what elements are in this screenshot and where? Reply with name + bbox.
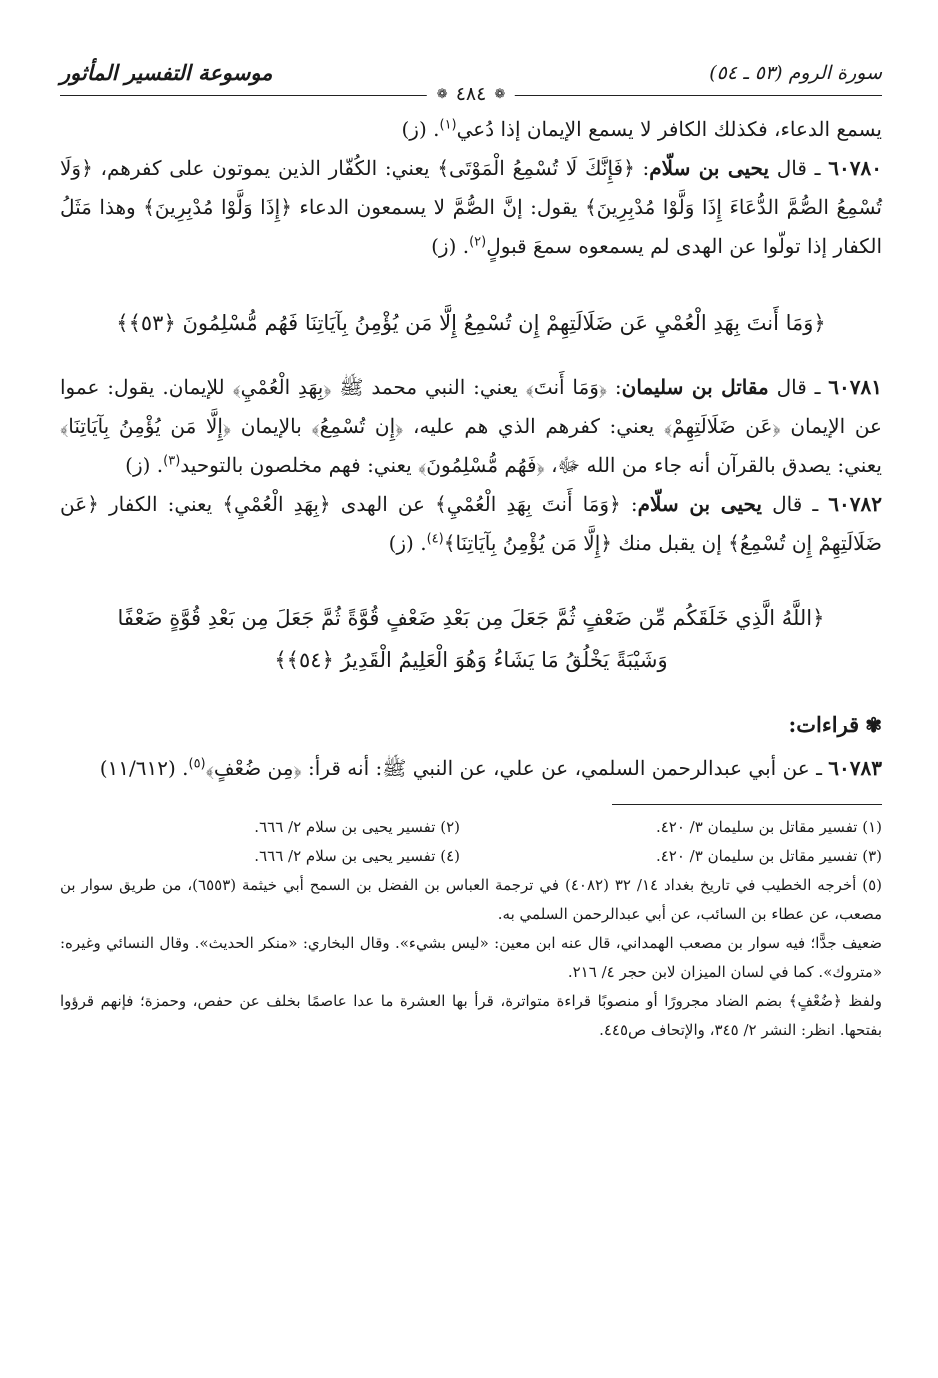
surah-running-title: سورة الروم (٥٣ ـ ٥٤) [709, 62, 882, 84]
narration-number: ٦٠٧٨٢ [828, 492, 882, 516]
source-mark: . (ز) [401, 117, 440, 141]
ornament-icon: ❁ [494, 86, 506, 102]
source-mark: . (ز) [125, 453, 164, 477]
footnote-1: (١) تفسير مقاتل بن سليمان ٣/ ٤٢٠. [655, 818, 882, 836]
paragraph-text: يسمع الدعاء، فكذلك الكافر لا يسمع الإيمان إذا دُعي [456, 117, 882, 141]
footnote-4: (٤) تفسير يحيى بن سلام ٢/ ٦٦٦. [254, 847, 460, 865]
narration-60782 [60, 485, 882, 563]
narration-number: ٦٠٧٨٣ [828, 756, 882, 780]
narration-number: ٦٠٧٨٠ [828, 156, 882, 180]
verse-line: وَشَيْبَةً يَخْلُقُ مَا يَشَاءُ وَهُوَ الْعَلِيمُ الْقَدِيرُ ﴿٥٤﴾﴾ [274, 648, 668, 672]
narrator-name: يحيى بن سلّام [649, 156, 770, 180]
page-number: ٤٨٤ [455, 83, 487, 105]
document-page [60, 58, 882, 1045]
quran-verse-54 [60, 597, 882, 681]
footnote-5-reading: ولفظ ﴿ضُعْفٍ﴾ بضم الضاد مجرورًا أو منصوبًا قراءة متواترة، قرأ بها العشرة ما عدا عاصمًا بخلف عن حفص، وحمزة؛ فإنهم قرؤوا بفتحها. انظر: النشر ٢/ ٣٤٥، والإتحاف ص٤٤٥. [60, 992, 882, 1039]
paragraph-continuation [60, 110, 882, 149]
narration-sep: ـ قال [769, 156, 829, 180]
narration-sep: ـ قال [768, 375, 829, 399]
footnote-3: (٣) تفسير مقاتل بن سليمان ٣/ ٤٢٠. [655, 847, 882, 865]
footnote-ref: (٤) [426, 531, 444, 547]
flower-ornament-icon: ✾ [865, 713, 882, 737]
page-header [60, 58, 882, 108]
narrator-name: يحيى بن سلّام [637, 492, 762, 516]
quran-verse-53: ﴿وَمَا أَنتَ بِهَدِ الْعُمْيِ عَن ضَلَالَتِهِمْ إِن تُسْمِعُ إِلَّا مَن يُؤْمِنُ بِآيَاتِنَا فَهُم مُّسْلِمُونَ ﴿٥٣﴾﴾ [116, 311, 826, 335]
narrator-name: مقاتل بن سليمان [621, 375, 769, 399]
source-mark: . (ز) [388, 531, 427, 555]
narration-text: : ﴿فَإِنَّكَ لَا تُسْمِعُ الْمَوْتَى﴾ يعني: الكُفّار الذين يموتون على كفرهم، ﴿وَلَا تُسْمِعُ الصُّمَّ الدُّعَاءَ إِذَا وَلَّوْا مُدْبِرِينَ﴾ يقول: إنَّ الصُّمَّ لا يسمعون الدعاء ﴿إِذَا وَلَّوْا مُدْبِرِينَ﴾ وهذا مَثَلُ الكفار إذا تولّوا عن الهدى لم يسمعوه سمعَ قبولٍ [60, 156, 882, 258]
footnote-5: (٥) أخرجه الخطيب في تاريخ بغداد ١٤/ ٣٢ (٤٠٨٢) في ترجمة العباس بن الفضل بن السمح أبي خيثمة (٦٥٥٣)، من طريق سوار بن مصعب، عن عطاء بن السائب، عن أبي عبدالرحمن السلمي به. [60, 876, 882, 923]
footnote-separator [612, 804, 882, 805]
page-number-block [427, 83, 515, 105]
narration-number: ٦٠٧٨١ [828, 375, 882, 399]
source-mark: . (١١/٦١٢) [99, 756, 189, 780]
footnote-2: (٢) تفسير يحيى بن سلام ٢/ ٦٦٦. [254, 818, 460, 836]
narration-60781 [60, 368, 882, 485]
source-mark: . (ز) [431, 234, 470, 258]
footnote-ref: (٢) [469, 234, 487, 250]
verse-line: ﴿اللَّهُ الَّذِي خَلَقَكُم مِّن ضَعْفٍ ثُمَّ جَعَلَ مِن بَعْدِ ضَعْفٍ قُوَّةً ثُمَّ جَعَلَ مِن بَعْدِ قُوَّةٍ ضَعْفًا [117, 606, 825, 630]
book-running-title: موسوعة التفسير المأثور [60, 60, 273, 85]
narration-text: : ﴿وَمَا أَنتَ بِهَدِ الْعُمْيِ﴾ عن الهدى ﴿بِهَدِ الْعُمْيِ﴾ يعني: الكفار ﴿عَن ضَلَالَتِهِمْ إِن تُسْمِعُ﴾ إن يقبل منك ﴿إِلَّا مَن يُؤْمِنُ بِآيَاتِنَا﴾ [60, 492, 882, 555]
footnote-ref: (١) [439, 117, 457, 133]
section-heading-readings [60, 705, 882, 745]
footnote-ref: (٥) [188, 756, 206, 772]
narration-sep: ـ قال [762, 492, 829, 516]
section-title: قراءات: [788, 712, 860, 737]
narration-text: ـ عن أبي عبدالرحمن السلمي، عن علي، عن النبي ﷺ: أنه قرأ: ﴿مِن ضُعْفٍ﴾ [205, 756, 829, 780]
footnote-5-grading: ضعيف جدًّا؛ فيه سوار بن مصعب الهمداني، قال عنه ابن معين: «ليس بشيء». وقال البخاري: «منكر الحديث». وقال النسائي وغيره: «متروك». كما في لسان الميزان لابن حجر ٤/ ٢١٦. [60, 934, 882, 981]
ornament-icon: ❁ [436, 86, 448, 102]
narration-60780 [60, 149, 882, 266]
footnote-ref: (٣) [163, 453, 181, 469]
footnotes-short [60, 813, 882, 871]
narration-60783 [60, 749, 882, 788]
narration-text: : ﴿وَمَا أَنتَ﴾ يعني: النبي محمد ﷺ ﴿بِهَدِ الْعُمْيِ﴾ للإيمان. يقول: عموا عن الإيمان ﴿عَن ضَلَالَتِهِمْ﴾ يعني: كفرهم الذي هم عليه، ﴿إِن تُسْمِعُ﴾ بالإيمان ﴿إِلَّا مَن يُؤْمِنُ بِآيَاتِنَا﴾ يعني: يصدق بالقرآن أنه جاء من الله ﷻ، ﴿فَهُم مُّسْلِمُونَ﴾ يعني: فهم مخلصون بالتوحيد [60, 375, 882, 477]
